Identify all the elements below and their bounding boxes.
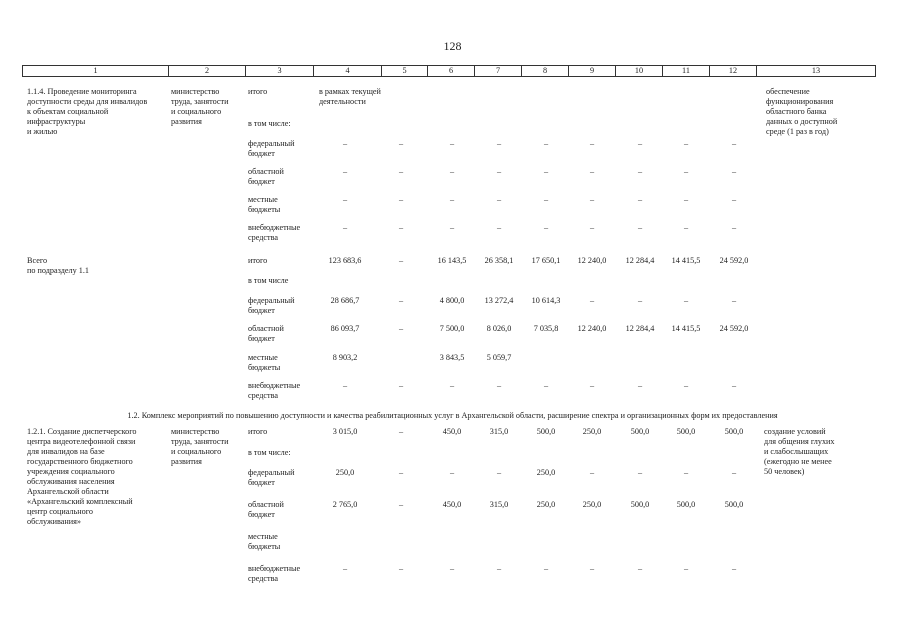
row-label-total: итого [248,427,268,436]
value-cell: 450,0 [442,427,462,436]
value-cell: – [449,167,455,176]
value-cell: – [449,195,455,204]
value-cell: 2 765,0 [332,500,358,509]
executor: труда, занятости [171,437,229,446]
row-label-federal: бюджет [248,478,275,487]
value-cell: 17 650,1 [531,256,561,265]
value-cell: 24 592,0 [719,324,749,333]
col-header: 3 [246,66,314,77]
value-cell: – [449,139,455,148]
row-label-extrabudget: средства [248,233,279,242]
value-cell: 8 026,0 [486,324,512,333]
value-cell: – [683,296,689,305]
value-cell: – [543,223,549,232]
value-cell: – [637,167,643,176]
value-cell: – [496,381,502,390]
activity-name: Архангельской области [27,487,109,496]
expected-result: областного банка [766,107,827,116]
value-cell: – [398,564,404,573]
value-cell: – [398,256,404,265]
in-current-activity-note: в рамках текущей [319,87,381,96]
row-label-extrabudget: внебюджетные [248,223,301,232]
row-label-regional: бюджет [248,177,275,186]
activity-name: и жилью [27,127,58,136]
row-label-federal: федеральный [248,296,295,305]
activity-name: обслуживания населения [27,477,115,486]
subtotal-name: по подразделу 1.1 [27,266,90,275]
value-cell: – [731,564,737,573]
row-label-including: в том числе: [248,119,291,128]
value-cell: 250,0 [536,500,556,509]
value-cell: – [683,195,689,204]
executor: министерство [171,87,220,96]
value-cell: – [731,381,737,390]
value-cell: 12 284,4 [625,256,655,265]
col-header: 10 [616,66,663,77]
value-cell: – [589,381,595,390]
expected-result: (ежегодно не менее [764,457,832,466]
col-header: 2 [169,66,246,77]
value-cell: 500,0 [536,427,556,436]
value-cell: – [342,139,348,148]
row-label-regional: областной [248,324,284,333]
executor: министерство [171,427,220,436]
value-cell: – [683,167,689,176]
value-cell: 3 015,0 [332,427,358,436]
expected-result: и слабослышащих [764,447,829,456]
activity-name: доступности среды для инвалидов [27,97,148,106]
executor: и социального [171,107,222,116]
activity-name: государственного бюджетного [27,457,133,466]
row-label-federal: федеральный [248,139,295,148]
value-cell: 250,0 [536,468,556,477]
executor: развития [171,457,202,466]
value-cell: 315,0 [489,500,509,509]
value-cell: – [342,223,348,232]
value-cell: 12 284,4 [625,324,655,333]
value-cell: – [589,223,595,232]
value-cell: – [342,564,348,573]
activity-name: учреждения социального [27,467,115,476]
activity-name: обслуживания» [27,517,82,526]
value-cell: 8 903,2 [332,353,358,362]
expected-result: среде (1 раз в год) [766,127,829,136]
value-cell: 500,0 [724,427,744,436]
value-cell: 250,0 [335,468,355,477]
value-cell: – [589,564,595,573]
expected-result: обеспечение [766,87,810,96]
value-cell: 86 093,7 [330,324,360,333]
row-label-local: местные [248,195,278,204]
value-cell: 500,0 [676,427,696,436]
section-heading: 1.2. Комплекс мероприятий по повышению доступности и качества реабилитационных услуг в Архангельской области, расширение спектра и организационных форм их предоставления [127,411,778,420]
col-header: 13 [757,66,876,77]
activity-name: центр социального [27,507,93,516]
executor: развития [171,117,202,126]
row-label-federal: федеральный [248,468,295,477]
value-cell: 4 800,0 [439,296,465,305]
value-cell: – [731,296,737,305]
expected-result: создание условий [764,427,826,436]
col-header: 9 [569,66,616,77]
value-cell: – [398,296,404,305]
value-cell: – [496,223,502,232]
executor: и социального [171,447,222,456]
col-header: 5 [382,66,428,77]
value-cell: – [496,564,502,573]
value-cell: – [683,381,689,390]
activity-name: инфраструктуры [27,117,86,126]
value-cell: – [637,223,643,232]
value-cell: – [683,139,689,148]
value-cell: – [449,223,455,232]
value-cell: 3 843,5 [439,353,465,362]
value-cell: – [543,195,549,204]
row-label-federal: бюджет [248,149,275,158]
value-cell: – [731,195,737,204]
activity-name: для инвалидов на базе [27,447,105,456]
value-cell: 14 415,5 [671,324,701,333]
value-cell: 500,0 [676,500,696,509]
row-label-including: в том числе: [248,448,291,457]
expected-result: данных о доступной [766,117,838,126]
row-label-local: бюджеты [248,363,281,372]
value-cell: – [496,139,502,148]
value-cell: – [398,427,404,436]
value-cell: – [398,139,404,148]
value-cell: – [449,468,455,477]
value-cell: – [496,468,502,477]
col-header: 12 [710,66,757,77]
value-cell: – [398,468,404,477]
value-cell: – [683,223,689,232]
value-cell: 450,0 [442,500,462,509]
value-cell: 5 059,7 [486,353,512,362]
value-cell: – [342,381,348,390]
value-cell: – [449,381,455,390]
value-cell: 7 035,8 [533,324,559,333]
row-label-federal: бюджет [248,306,275,315]
value-cell: 28 686,7 [330,296,360,305]
row-label-local: местные [248,532,278,541]
col-header: 11 [663,66,710,77]
value-cell: – [543,139,549,148]
value-cell: – [543,381,549,390]
value-cell: 12 240,0 [577,256,607,265]
row-label-local: бюджеты [248,542,281,551]
value-cell: 500,0 [630,500,650,509]
value-cell: – [398,324,404,333]
value-cell: – [731,167,737,176]
row-label-local: бюджеты [248,205,281,214]
activity-name: центра видеотелефонной связи [27,437,136,446]
value-cell: – [637,468,643,477]
value-cell: 16 143,5 [437,256,467,265]
value-cell: 24 592,0 [719,256,749,265]
expected-result: функционирования [766,97,834,106]
value-cell: – [589,296,595,305]
value-cell: 12 240,0 [577,324,607,333]
value-cell: – [449,564,455,573]
row-label-extrabudget: средства [248,391,279,400]
col-header: 6 [428,66,475,77]
row-label-extrabudget: внебюджетные [248,381,301,390]
value-cell: – [683,564,689,573]
activity-name: «Архангельский комплексный [27,497,133,506]
row-label-regional: областной [248,500,284,509]
activity-name: 1.2.1. Создание диспетчерского [27,427,137,436]
row-label-extrabudget: внебюджетные [248,564,301,573]
value-cell: – [398,500,404,509]
value-cell: – [589,195,595,204]
value-cell: – [637,296,643,305]
value-cell: – [589,468,595,477]
row-label-regional: бюджет [248,510,275,519]
value-cell: 250,0 [582,427,602,436]
value-cell: – [342,167,348,176]
value-cell: 14 415,5 [671,256,701,265]
expected-result: 50 человек) [764,467,805,476]
in-current-activity-note: деятельности [319,97,366,106]
value-cell: – [589,139,595,148]
value-cell: 250,0 [582,500,602,509]
page-number: 128 [443,39,462,53]
value-cell: – [637,195,643,204]
col-header: 7 [475,66,522,77]
row-label-extrabudget: средства [248,574,279,583]
expected-result: для общения глухих [764,437,835,446]
row-label-total: итого [248,87,268,96]
activity-name: к объектам социальной [27,107,109,116]
value-cell: – [731,468,737,477]
value-cell: – [543,167,549,176]
value-cell: 7 500,0 [439,324,465,333]
column-number-header [22,65,876,77]
value-cell: – [398,223,404,232]
value-cell: 10 614,3 [531,296,561,305]
value-cell: – [342,195,348,204]
activity-name: 1.1.4. Проведение мониторинга [27,87,137,96]
row-label-regional: областной [248,167,284,176]
col-header: 1 [93,66,98,75]
value-cell: – [683,468,689,477]
subtotal-name: Всего [27,256,48,265]
value-cell: 123 683,6 [328,256,362,265]
value-cell: – [731,223,737,232]
value-cell: 500,0 [630,427,650,436]
value-cell: – [637,139,643,148]
value-cell: – [543,564,549,573]
row-label-total: итого [248,256,268,265]
executor: труда, занятости [171,97,229,106]
value-cell: 500,0 [724,500,744,509]
value-cell: – [398,381,404,390]
value-cell: – [589,167,595,176]
row-label-including: в том числе [248,276,289,285]
value-cell: – [496,167,502,176]
value-cell: – [496,195,502,204]
col-header: 4 [314,66,382,77]
value-cell: – [398,167,404,176]
value-cell: 26 358,1 [484,256,514,265]
row-label-local: местные [248,353,278,362]
col-header: 8 [522,66,569,77]
value-cell: 315,0 [489,427,509,436]
value-cell: 13 272,4 [484,296,514,305]
value-cell: – [637,381,643,390]
value-cell: – [637,564,643,573]
row-label-regional: бюджет [248,334,275,343]
value-cell: – [398,195,404,204]
value-cell: – [731,139,737,148]
